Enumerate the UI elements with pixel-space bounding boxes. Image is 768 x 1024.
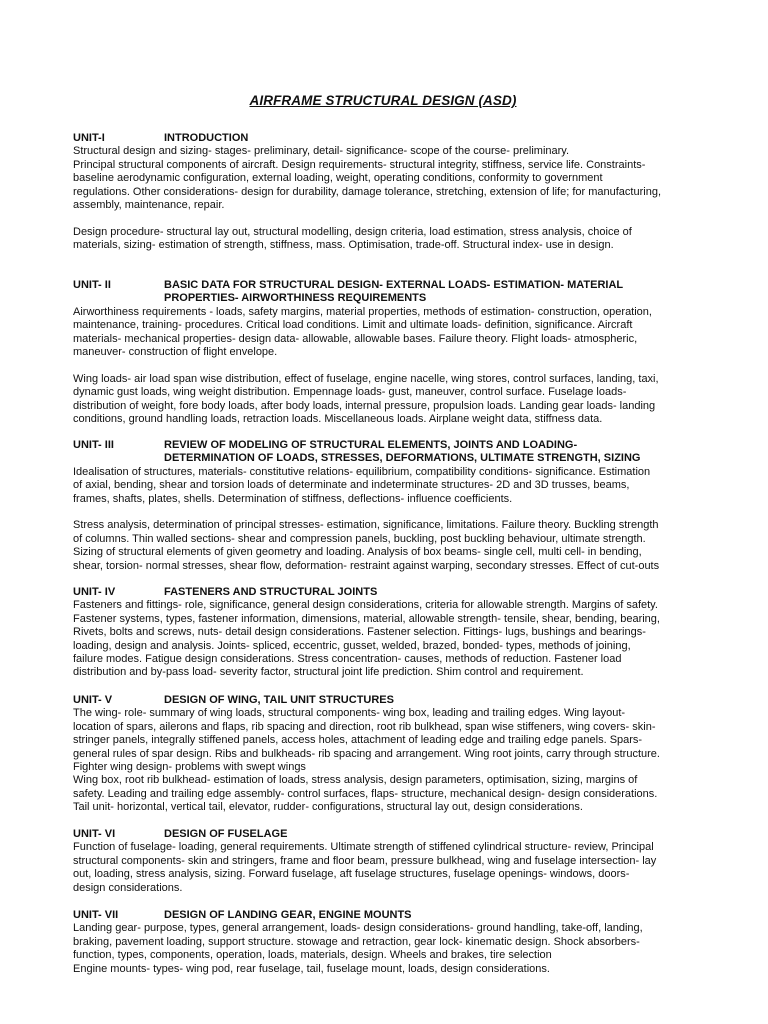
unit-paragraph: Landing gear- purpose, types, general arrangement, loads- design considerations- ground handling, take-off, landing, braking, pavement loading, support structure. stowage and retraction, gear lock- kinematic design. Shock absorbers- function, types, components, operation, loads, materials, design. Wheels and brakes, tire selection Engine mounts- types- wing pod, rear fuselage, tail, fuselage mount, loads, design considerations. [73, 922, 643, 975]
unit-header [73, 439, 703, 466]
unit-heading: BASIC DATA FOR STRUCTURAL DESIGN- EXTERNAL LOADS- ESTIMATION- MATERIAL PROPERTIES- AIRWORTHINESS REQUIREMENTS [164, 279, 624, 305]
unit-label: UNIT- IV [73, 586, 116, 598]
unit-header [73, 694, 703, 707]
unit-section [73, 439, 703, 573]
unit-header [73, 586, 703, 599]
unit-label: UNIT- III [73, 439, 114, 451]
unit-heading: DESIGN OF LANDING GEAR, ENGINE MOUNTS [164, 909, 412, 921]
unit-section [73, 909, 703, 976]
unit-heading: INTRODUCTION [164, 132, 249, 144]
unit-paragraph: Stress analysis, determination of principal stresses- estimation, significance, limitations. Failure theory. Buckling strength of columns. Thin walled sections- shear and compression panels, buckling, post buckling behaviour, ultimate strength. Sizing of structural elements of given geometry and loading. Analysis of box beams- single cell, multi cell- in bending, shear, torsion- normal stresses, shear flow, deformation- restraint against warping, secondary stresses. Effect of cut-outs [73, 519, 660, 572]
unit-header [73, 909, 703, 922]
unit-label: UNIT- V [73, 694, 113, 706]
unit-heading: REVIEW OF MODELING OF STRUCTURAL ELEMENTS, JOINTS AND LOADING- DETERMINATION OF LOADS, STRESSES, DEFORMATIONS, ULTIMATE STRENGTH, SIZING [164, 439, 641, 465]
unit-heading: FASTENERS AND STRUCTURAL JOINTS [164, 586, 378, 598]
unit-paragraph: Idealisation of structures, materials- constitutive relations- equilibrium, compatibility conditions- significance. Estimation of axial, bending, shear and torsion loads of determinate and indeterminate structures- 2D and 3D trusses, beams, frames, shafts, plates, shells. Determination of stiffness, deflections- influence coefficients. [73, 465, 651, 505]
unit-paragraph: Airworthiness requirements - loads, safety margins, material properties, methods of estimation- construction, operation, maintenance, training- procedures. Critical load conditions. Limit and ultimate loads- definition, significance. Aircraft materials- mechanical properties- design data- allowable, allowable bases. Failure theory. Flight loads- atmospheric, maneuver- construction of flight envelope. [73, 305, 652, 359]
unit-section [73, 586, 703, 680]
unit-paragraph: Wing loads- air load span wise distribution, effect of fuselage, engine nacelle, wing stores, control surfaces, landing, taxi, dynamic gust loads, wing weight distribution. Empennage loads- gust, maneuver, control surface. Fuselage loads- distribution of weight, fore body loads, after body loads, internal pressure, propulsion loads. Landing gear loads- landing conditions, ground handling loads, retraction loads. Miscellaneous loads. Airplane weight data, stiffness data. [73, 372, 659, 426]
unit-section [73, 828, 703, 895]
unit-label: UNIT- VII [73, 909, 119, 921]
unit-label: UNIT-I [73, 132, 105, 144]
unit-label: UNIT- II [73, 279, 111, 291]
unit-paragraph: The wing- role- summary of wing loads, structural components- wing box, leading and trailing edges. Wing layout- location of spars, ailerons and flaps, rib spacing and direction, root rib bulkhead, span wise stiffeners, wing covers- skin- stringer panels, integrally stiffened panels, access holes, attachment of leading edge and trailing edge panels. Spars- general rules of spar design. Ribs and bulkheads- rib spacing and arrangement. Wing root joints, carry through structure. Fighter wing design- problems with swept wings Wing box, root rib bulkhead- estimation of loads, stress analysis, design parameters, optimisation, sizing, margins of safety. Leading and trailing edge assembly- control surfaces, flaps- structure, mechanical design- design considerations. Tail unit- horizontal, vertical tail, elevator, rudder- configurations, structural lay out, design considerations. [73, 707, 660, 814]
unit-header [73, 828, 703, 841]
unit-section [73, 132, 703, 253]
unit-section [73, 279, 703, 426]
unit-label: UNIT- VI [73, 828, 116, 840]
unit-paragraph: Function of fuselage- loading, general requirements. Ultimate strength of stiffened cylindrical structure- review, Principal structural components- skin and stringers, frame and floor beam, pressure bulkhead, wing and fuselage intersection- lay out, loading, stress analysis, sizing. Forward fuselage, aft fuselage structures, fuselage openings- windows, doors- design considerations. [73, 841, 657, 894]
unit-header [73, 132, 703, 145]
unit-section [73, 694, 703, 815]
document-title: AIRFRAME STRUCTURAL DESIGN (ASD) [249, 93, 517, 108]
unit-paragraph: Fasteners and fittings- role, significance, general design considerations, criteria for allowable strength. Margins of safety. Fastener systems, types, fastener information, dimensions, material, allowable strength- tensile, shear, bending, bearing, Rivets, bolts and screws, nuts- detail design considerations. Fastener selection. Fittings- lugs, bushings and bearings- loading, design and analysis. Joints- spliced, eccentric, gusset, welded, brazed, bonded- types, methods of joining, failure modes. Fatigue design considerations. Stress concentration- causes, methods of reduction. Fastener load distribution and by-pass load- severity factor, structural joint life prediction. Shim control and requirement. [73, 599, 660, 679]
unit-heading: DESIGN OF FUSELAGE [164, 828, 288, 840]
unit-paragraph: Design procedure- structural lay out, structural modelling, design criteria, load estimation, stress analysis, choice of materials, sizing- estimation of strength, stiffness, mass. Optimisation, trade-off. Structural index- use in design. [73, 225, 632, 252]
unit-heading: DESIGN OF WING, TAIL UNIT STRUCTURES [164, 694, 394, 706]
unit-header [73, 279, 703, 306]
unit-paragraph: Structural design and sizing- stages- preliminary, detail- significance- scope of the course- preliminary. Principal structural components of aircraft. Design requirements- structural integrity, stiffness, service life. Constraints- baseline aerodynamic configuration, external loading, weight, operating conditions, conformity to government regulations. Other considerations- design for durability, damage tolerance, stretching, extension of life; for manufacturing, assembly, maintenance, repair. [73, 145, 662, 212]
